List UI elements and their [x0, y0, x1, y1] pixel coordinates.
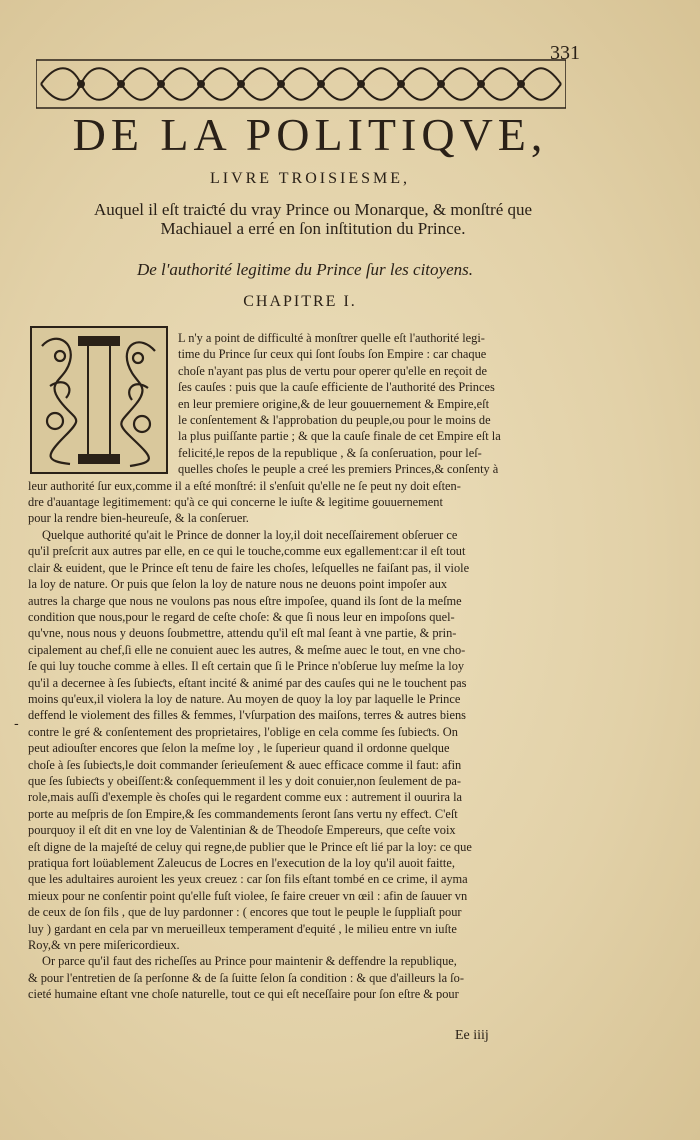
- text-line: ſe qui luy touche comme à elles. Il eſt certain que ſi le Prince n'obſerue luy meſme la loy: [28, 659, 465, 674]
- text-line: cieté humaine eſtant vne choſe naturelle, tout ce qui eſt neceſſaire pour ſon eſtre & pour: [28, 987, 459, 1002]
- text-line: que les adultaires auroient les yeux creuez : car ſon fils eſtant tombé en ce crime, il ayma: [28, 872, 468, 887]
- text-line: moins qu'eux,il violera la loy de nature. Au moyen de quoy la loy par laquelle le Prince: [28, 691, 461, 706]
- signature-mark: Ee iiij: [455, 1028, 489, 1043]
- text-line: la loy de nature. Or puis que ſelon la loy de nature nous ne deuons point impoſer aux: [28, 577, 448, 592]
- text-line: eſt digne de la majeſté de celuy qui regne,de publier que le Prince eſt lié par la loy: ce que: [28, 839, 472, 854]
- text-line: peut adiouſter encores que ſelon la meſme loy , le ſuperieur quand il ordonne quelque: [28, 741, 450, 756]
- book-heading: LIVRE TROISIESME,: [209, 170, 411, 187]
- text-line: ſes cauſes : puis que la cauſe efficiente de l'authorité des Princes: [178, 380, 495, 395]
- text-line: qu'vne, nous nous y deuons ſoubmettre, attendu qu'il eſt mal ſeant à vne partie, & prin-: [28, 626, 457, 641]
- summary-line: Machiauel a erré en ſon inſtitution du Prince.: [160, 219, 466, 238]
- text-line: que ſes ſubieƈts y obeiſſent:& conſequemment il les y doit conuier,non ſeulement de pa-: [28, 773, 462, 788]
- text-line: clair & euident, que le Prince eſt tenu de faire les choſes, leſquelles ne faiſant pas, il viole: [28, 560, 470, 575]
- text-line: mieux pour ne conſentir point qu'elle fuſt violee, ſe faire creuer vn œil : afin de ſauuer vn: [28, 888, 468, 903]
- text-line: porte au meſpris de ſon Empire,& ſes commandements ſeront ſans vertu ny effeƈt. C'eſt: [28, 806, 458, 821]
- text-line: pour la rendre bien-heureuſe, & la conſeruer.: [28, 511, 249, 526]
- chapter-subtitle: De l'authorité legitime du Prince ſur les citoyens.: [136, 260, 473, 279]
- text-line: L n'y a point de difficulté à monſtrer quelle eſt l'authorité legi-: [178, 331, 485, 345]
- text-line: choſe n'ayant pas plus de vertu pour operer qu'elle en reçoit de: [178, 363, 487, 378]
- text-line: quelles choſes le peuple a creé les premiers Princes,& conſenty à: [178, 462, 499, 477]
- text-line: condition que nous,pour le regard de ceſte choſe: & que ſi nous leur en impoſons quel-: [28, 609, 455, 624]
- text-line: deffend le violement des filles & femmes, l'vſurpation des maiſons, terres & autres biens: [28, 708, 466, 723]
- margin-mark: -: [14, 716, 19, 732]
- text-line: le conſentement & l'approbation du peuple,ou pour le moins de: [178, 413, 491, 428]
- text-line: contre le gré & conſentement des proprietaires, l'oblige en cela comme ſes ſubieƈts. On: [28, 724, 458, 739]
- page-number: 331: [550, 42, 580, 64]
- text-line: felicité,le repos de la republique , & ſa conſeruation, pour leſ-: [178, 445, 482, 460]
- text-line: pratiqua fort loüablement Zaleucus de Locres en l'execution de la loy qu'il auoit faitte,: [28, 856, 455, 870]
- text-line: de ceux de ſon fils , que de luy pardonner : ( encores que tout le peuple le ſuppliaſt pour: [28, 905, 462, 920]
- chapter-heading: CHAPITRE I.: [243, 293, 357, 310]
- text-line: Roy,& vn pere miſericordieux.: [28, 938, 180, 953]
- text-line: time du Prince ſur ceux qui ſont ſoubs ſon Empire : car chaque: [178, 347, 487, 362]
- book-summary: [48, 200, 578, 238]
- ornamental-band: [36, 58, 566, 110]
- text-line: Or parce qu'il faut des richeſſes au Prince pour maintenir & deffendre la republique,: [42, 954, 457, 969]
- text-line: & pour l'entretien de ſa perſonne & de ſa ſuitte ſelon ſa condition : & que d'ailleurs la ſo-: [28, 970, 464, 985]
- page-title: DE LA POLITIQVE,: [72, 109, 548, 160]
- text-line: luy ) gardant en cela par vn merueilleux temperament d'equité , le milieu entre vn iuſte: [28, 921, 457, 936]
- summary-line: Auquel il eſt traiƈté du vray Prince ou Monarque, & monſtré que: [93, 200, 533, 219]
- text-line: cipalement au chef,ſi elle ne conuient auec les autres, & meſme auec le tout, en vne cho-: [28, 642, 466, 657]
- text-line: qu'il preſcrit aux autres par elle, en ce qui le touche,comme eux egallement:car il eſt tout: [28, 544, 466, 559]
- text-line: autres la charge que nous ne voulons pas nous eſtre impoſee, quand ils ſont de la meſme: [28, 593, 462, 608]
- text-line: pourquoy il eſt dit en vne loy de Valentinian & de Theodoſe Empereurs, que ceſte voix: [28, 823, 456, 838]
- text-line: Quelque authorité qu'ait le Prince de donner la loy,il doit neceſſairement obſeruer ce: [42, 527, 458, 542]
- body-text: [28, 330, 576, 1003]
- text-line: choſe à ſes ſubieƈts,le doit commander ſerieuſement & auec efficace comme il faut: afin: [28, 757, 462, 772]
- text-line: leur authorité ſur eux,comme il a eſté monſtré: il s'enſuit qu'elle ne ſe peut ny doit eſten-: [28, 478, 461, 493]
- text-line: en leur premiere origine,& de leur gouuernement & Empire,eſt: [178, 396, 490, 411]
- text-line: la plus puiſſante partie ; & que la cauſe finale de cet Empire eſt la: [178, 429, 501, 444]
- text-line: role,mais auſſi d'exemple ès choſes qui le regardent comme eux : autrement il ouurira la: [28, 790, 463, 805]
- text-line: qu'il a decernee à ſes ſubieƈts, eſtant incité & animé par des cauſes qui ne le touchent pas: [28, 675, 467, 690]
- text-line: dre d'auantage legitimement: qu'à ce qui concerne le iuſte & legitime gouuernement: [28, 495, 443, 510]
